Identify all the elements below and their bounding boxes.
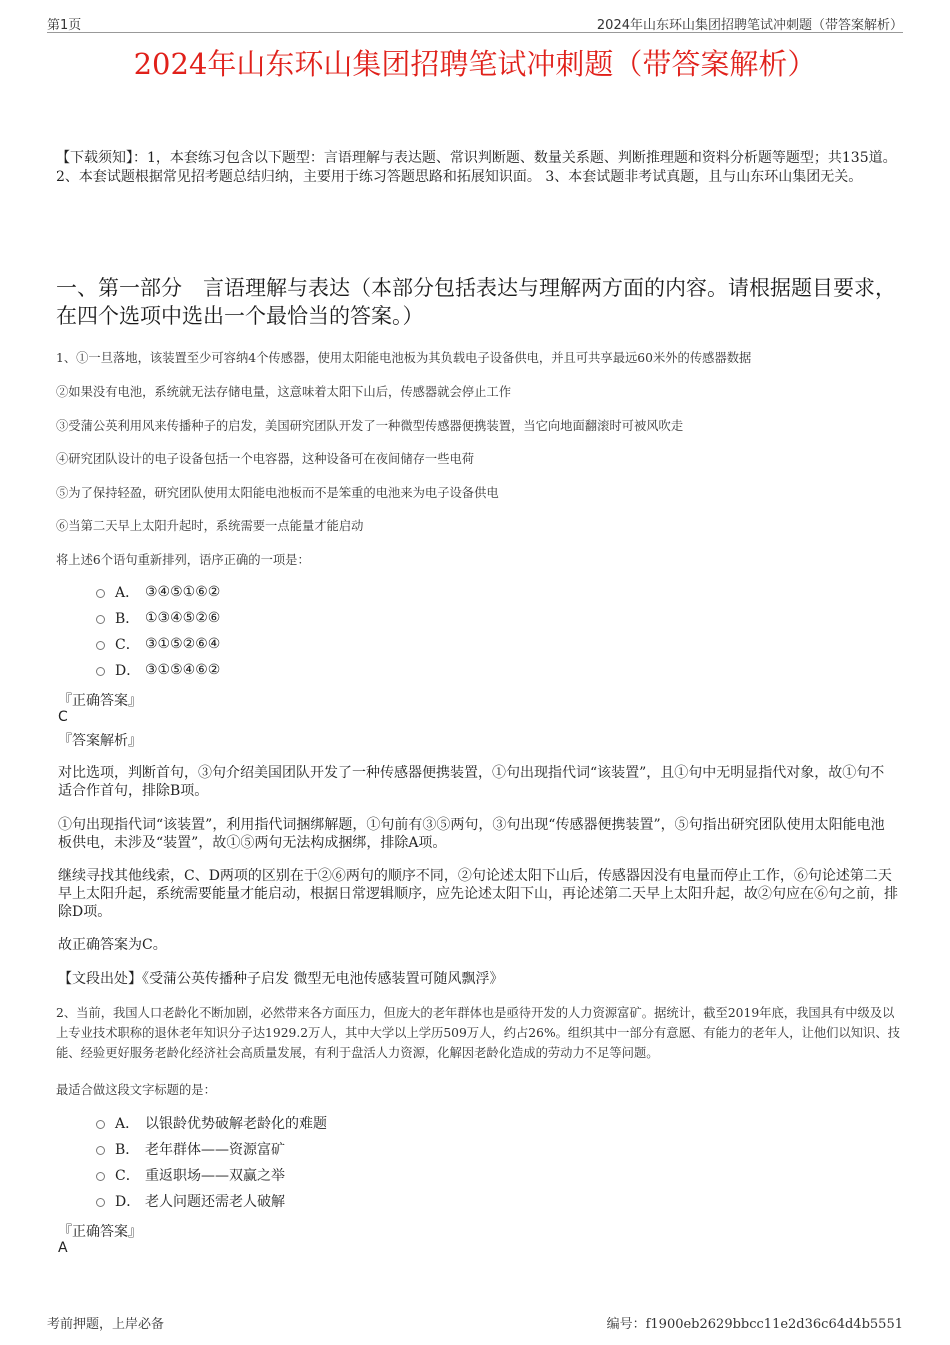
q1-line-1: 1、①一旦落地，该装置至少可容纳4个传感器，使用太阳能电池板为其负载电子设备供电，并且可共享最远60米外的传感器数据 [56,351,752,365]
q1-source: 【文段出处】《受蒲公英传播种子启发 微型无电池传感装置可随风飘浮》 [58,971,504,987]
q2-option-d[interactable]: D． 老人问题还需老人破解 [96,1188,327,1214]
q1-line-6: ⑥当第二天早上太阳升起时，系统需要一点能量才能启动 [56,519,364,533]
radio-icon[interactable] [96,615,105,624]
radio-icon[interactable] [96,1198,105,1207]
q1-answer: C [58,709,68,725]
document-title: 2024年山东环山集团招聘笔试冲刺题（带答案解析） [133,47,817,81]
download-notice: 【下载须知】：1，本套练习包含以下题型：言语理解与表达题、常识判断题、数量关系题、判断推理题和资料分析题等题型；共135道。 2、本套试题根据常见招考题总结归纳，主要用于练习答题思路和拓展知识面。 3、本套试题非考试真题，且与山东环山集团无关。 [56,150,897,185]
page-header [47,14,903,33]
q1-answer-label: 『正确答案』 [58,693,142,709]
header-doc-title: 2024年山东环山集团招聘笔试冲刺题（带答案解析） [596,18,903,33]
q2-prompt: 最适合做这段文字标题的是： [56,1083,216,1097]
q1-option-d[interactable]: D． ③①⑤④⑥② [96,657,220,683]
page-number: 第1页 [47,18,82,33]
q1-analysis-3: 继续寻找其他线索，C、D两项的区别在于②⑥两句的顺序不同，②句论述太阳下山后，传感器因没有电量而停止工作，⑥句论述第二天早上太阳升起，系统需要能量才能启动，根据日常逻辑顺序，应先论述太阳下山，再论述第二天早上太阳升起，故②句应在⑥句之前，排除D项。 [58,868,898,920]
radio-icon[interactable] [96,1172,105,1181]
q1-option-c[interactable]: C． ③①⑤②⑥④ [96,631,220,657]
q2-answer: A [58,1240,68,1256]
q2-option-a[interactable]: A． 以银龄优势破解老龄化的难题 [96,1110,327,1136]
footer-id: 编号：f1900eb2629bbcc11e2d36c64d4b5551 [606,1317,903,1332]
radio-icon[interactable] [96,667,105,676]
q1-analysis-1: 对比选项，判断首句，③句介绍美国团队开发了一种传感器便携装置，①句出现指代词“该装置”，且①句中无明显指代对象，故①句不适合作首句，排除B项。 [58,765,885,799]
section-title: 一、第一部分 言语理解与表达（本部分包括表达与理解两方面的内容。请根据题目要求，在四个选项中选出一个最恰当的答案。） [56,276,896,328]
q1-prompt: 将上述6个语句重新排列，语序正确的一项是： [56,553,310,567]
q2-option-c[interactable]: C． 重返职场——双赢之举 [96,1162,327,1188]
radio-icon[interactable] [96,1146,105,1155]
q2-text: 2、当前，我国人口老龄化不断加剧，必然带来各方面压力，但庞大的老年群体也是亟待开发的人力资源富矿。据统计，截至2019年底，我国具有中级及以上专业技术职称的退休老年知识分子达1929.2万人，其中大学以上学历509万人，约占26%。组织其中一部分有意愿、有能力的老年人，让他们以知识、技能、经验更好服务老龄化经济社会高质量发展，有利于盘活人力资源，化解因老龄化造成的劳动力不足等问题。 [56,1006,900,1060]
q2-options [96,1110,327,1214]
q1-line-5: ⑤为了保持轻盈，研究团队使用太阳能电池板而不是笨重的电池来为电子设备供电 [56,486,499,500]
q1-option-a[interactable]: A． ③④⑤①⑥② [96,579,220,605]
q1-analysis-2: ①句出现指代词“该装置”，利用指代词捆绑解题，①句前有③⑤两句，③句出现“传感器便携装置”，⑤句指出研究团队使用太阳能电池板供电，未涉及“装置”，故①⑤两句无法构成捆绑，排除A项。 [58,817,885,851]
radio-icon[interactable] [96,589,105,598]
q1-option-b[interactable]: B． ①③④⑤②⑥ [96,605,220,631]
q2-answer-label: 『正确答案』 [58,1224,142,1240]
q1-line-2: ②如果没有电池，系统就无法存储电量，这意味着太阳下山后，传感器就会停止工作 [56,385,511,399]
q1-options [96,579,220,683]
q1-line-4: ④研究团队设计的电子设备包括一个电容器，这种设备可在夜间储存一些电荷 [56,452,475,466]
radio-icon[interactable] [96,641,105,650]
radio-icon[interactable] [96,1120,105,1129]
q1-analysis-label: 『答案解析』 [58,733,142,749]
q1-line-3: ③受蒲公英利用风来传播种子的启发，美国研究团队开发了一种微型传感器便携装置，当它向地面翻滚时可被风吹走 [56,419,684,433]
footer-slogan: 考前押题，上岸必备 [47,1317,165,1332]
q1-analysis-4: 故正确答案为C。 [58,937,167,953]
q2-option-b[interactable]: B． 老年群体——资源富矿 [96,1136,327,1162]
